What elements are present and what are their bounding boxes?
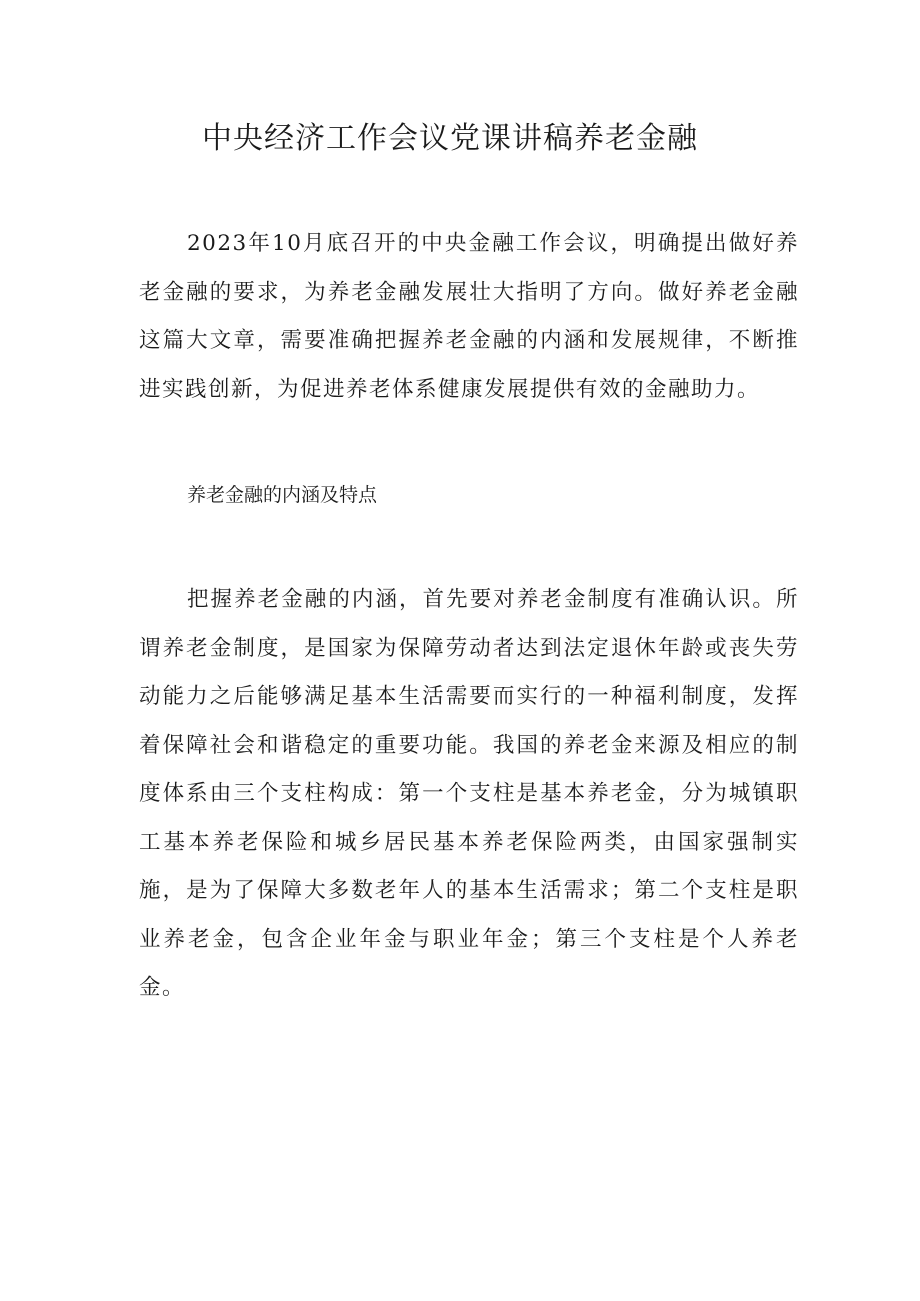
intro-paragraph: 2023年10月底召开的中央金融工作会议，明确提出做好养老金融的要求，为养老金融发展壮大指明了方向。做好养老金融这篇大文章，需要准确把握养老金融的内涵和发展规律，不断推进实践创新，为促进养老体系健康发展提供有效的金融助力。 [139,231,799,402]
document-title: 中央经济工作会议党课讲稿养老金融 [202,121,698,156]
body-paragraph: 把握养老金融的内涵，首先要对养老金制度有准确认识。所谓养老金制度，是国家为保障劳动者达到法定退休年龄或丧失劳动能力之后能够满足基本生活需要而实行的一种福利制度，发挥着保障社会和谐稳定的重要功能。我国的养老金来源及相应的制度体系由三个支柱构成：第一个支柱是基本养老金，分为城镇职工基本养老保险和城乡居民基本养老保险两类，由国家强制实施，是为了保障大多数老年人的基本生活需求；第二个支柱是职业养老金，包含企业年金与职业年金；第三个支柱是个人养老金。 [139,587,799,1000]
section-heading: 养老金融的内涵及特点 [187,484,378,506]
